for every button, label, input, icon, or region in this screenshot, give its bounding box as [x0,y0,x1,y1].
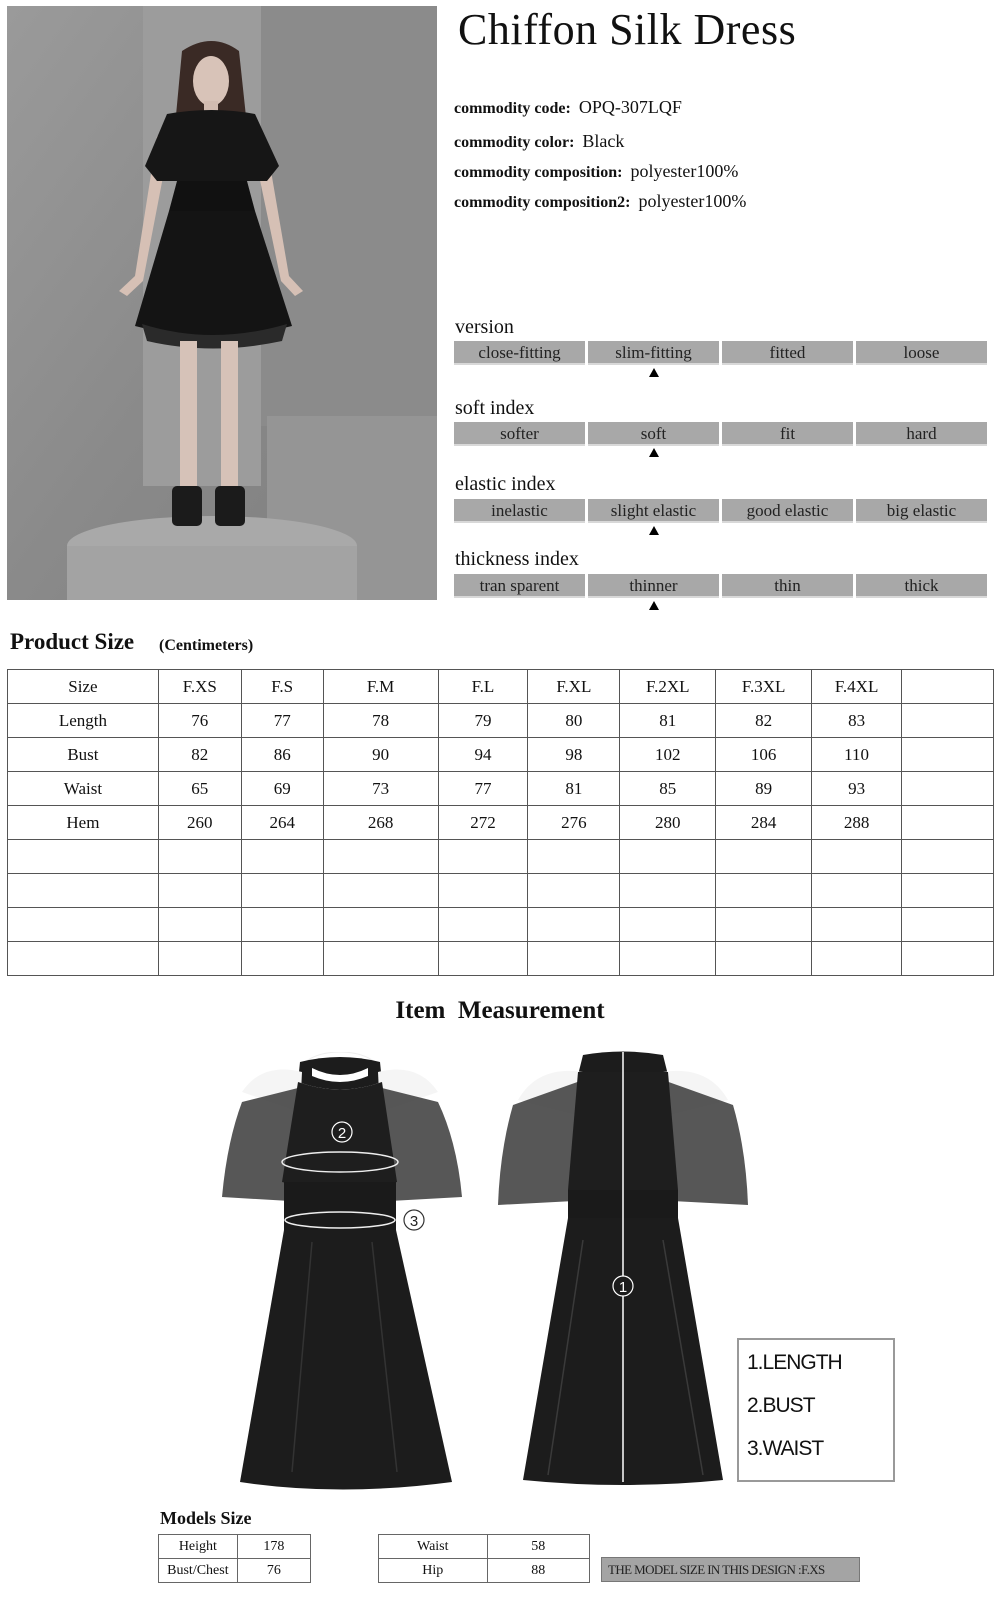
table-cell: 81 [620,704,716,738]
table-cell: 260 [158,806,241,840]
item-measurement-title: Item Measurement [395,997,605,1024]
soft-index-option: softer [454,422,585,446]
table-header-cell: F.XL [528,670,620,704]
table-header-cell: F.3XL [716,670,812,704]
elastic-index-selected-marker-icon [649,526,659,535]
commodity-color-label: commodity color: [454,134,575,151]
commodity-code-value: OPQ-307LQF [578,97,682,117]
product-photo [7,6,437,600]
thickness-index-option: tran sparent [454,574,585,598]
thickness-index-option: thick [856,574,987,598]
table-cell: 85 [620,772,716,806]
thickness-index-scale [454,574,987,598]
table-header-cell: F.L [438,670,528,704]
model-bust-value: 76 [237,1559,310,1583]
table-cell: Bust [8,738,159,772]
model-hip-value: 88 [487,1559,589,1583]
model-height-label: Height [159,1535,238,1559]
waist-marker-number: 3 [409,1213,419,1230]
table-cell: 86 [241,738,323,772]
table-empty-row [8,908,994,942]
table-cell: 82 [158,738,241,772]
table-cell: 288 [812,806,902,840]
commodity-code-label: commodity code: [454,100,571,117]
soft-index-selected-marker-icon [649,448,659,457]
table-row [8,772,994,806]
models-size-right-table [378,1534,590,1583]
commodity-composition2-label: commodity composition2: [454,194,631,211]
product-size-table [7,669,994,976]
table-cell: 93 [812,772,902,806]
thickness-index-option: thin [722,574,853,598]
table-cell: 110 [812,738,902,772]
model-bust-label: Bust/Chest [159,1559,238,1583]
elastic-index-option: big elastic [856,499,987,523]
table-header-cell [902,670,994,704]
commodity-color-value: Black [582,131,625,151]
table-row [8,738,994,772]
model-size-note: THE MODEL SIZE IN THIS DESIGN :F.XS [601,1557,860,1582]
table-cell: 264 [241,806,323,840]
table-cell: 89 [716,772,812,806]
table-row [8,704,994,738]
version-selected-marker-icon [649,368,659,377]
table-cell [902,772,994,806]
length-marker-number: 1 [618,1279,628,1296]
table-cell: 76 [158,704,241,738]
table-cell: 276 [528,806,620,840]
elastic-index-option: good elastic [722,499,853,523]
table-cell: 106 [716,738,812,772]
table-header-cell: F.M [323,670,438,704]
table-cell: Length [8,704,159,738]
soft-index-option: fit [722,422,853,446]
model-photo-illustration [7,6,437,600]
table-cell: 79 [438,704,528,738]
measurement-legend [737,1338,895,1482]
model-waist-label: Waist [379,1535,488,1559]
table-cell: 94 [438,738,528,772]
version-label: version [455,316,514,338]
model-hip-label: Hip [379,1559,488,1583]
dress-back-diagram [498,1050,748,1490]
bust-marker-number: 2 [337,1125,347,1142]
table-cell: 81 [528,772,620,806]
table-header-cell: Size [8,670,159,704]
table-header-cell: F.2XL [620,670,716,704]
table-row [8,806,994,840]
soft-index-label: soft index [455,397,535,419]
table-cell: 80 [528,704,620,738]
thickness-index-option: thinner [588,574,719,598]
thickness-index-selected-marker-icon [649,601,659,610]
legend-item-waist: 3.WAIST [747,1437,824,1460]
commodity-color [454,131,624,152]
version-option: close-fitting [454,341,585,365]
table-row [379,1535,590,1559]
model-height-value: 178 [237,1535,310,1559]
commodity-composition2 [454,191,746,212]
table-cell: 83 [812,704,902,738]
soft-index-scale [454,422,987,446]
product-title: Chiffon Silk Dress [458,5,797,54]
table-header-cell: F.4XL [812,670,902,704]
model-waist-value: 58 [487,1535,589,1559]
version-option: fitted [722,341,853,365]
product-size-title: Product Size [10,629,135,654]
table-cell: 280 [620,806,716,840]
table-header-cell: F.XS [158,670,241,704]
table-cell: 65 [158,772,241,806]
table-cell: 73 [323,772,438,806]
table-empty-row [8,874,994,908]
commodity-composition-value: polyester100% [630,161,739,181]
table-cell [902,806,994,840]
commodity-composition-label: commodity composition: [454,164,623,181]
models-size-title: Models Size [160,1508,252,1528]
table-cell: 272 [438,806,528,840]
dress-front-diagram [222,1052,472,1492]
table-cell: 77 [241,704,323,738]
legend-item-bust: 2.BUST [747,1394,815,1417]
product-size-unit: (Centimeters) [159,637,254,654]
table-cell: 98 [528,738,620,772]
table-cell [902,704,994,738]
version-option: loose [856,341,987,365]
table-cell [902,738,994,772]
table-cell: 77 [438,772,528,806]
table-header-cell: F.S [241,670,323,704]
table-cell: 82 [716,704,812,738]
commodity-code [454,97,682,118]
version-scale [454,341,987,365]
models-size-left-table [158,1534,311,1583]
legend-item-length: 1.LENGTH [747,1351,842,1374]
elastic-index-label: elastic index [455,473,556,495]
table-header-row [8,670,994,704]
table-cell: 90 [323,738,438,772]
table-cell: Hem [8,806,159,840]
table-row [379,1559,590,1583]
soft-index-option: hard [856,422,987,446]
elastic-index-scale [454,499,987,523]
table-cell: 78 [323,704,438,738]
commodity-composition2-value: polyester100% [638,191,747,211]
version-option: slim-fitting [588,341,719,365]
table-cell: 102 [620,738,716,772]
table-cell: 268 [323,806,438,840]
table-row [159,1535,311,1559]
table-cell: 69 [241,772,323,806]
elastic-index-option: inelastic [454,499,585,523]
table-cell: 284 [716,806,812,840]
table-empty-row [8,840,994,874]
thickness-index-label: thickness index [455,548,579,570]
commodity-composition [454,161,738,182]
table-cell: Waist [8,772,159,806]
table-empty-row [8,942,994,976]
soft-index-option: soft [588,422,719,446]
table-row [159,1559,311,1583]
elastic-index-option: slight elastic [588,499,719,523]
